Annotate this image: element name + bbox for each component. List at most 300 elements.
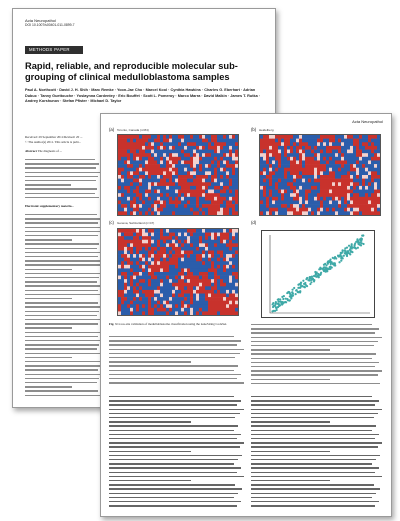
heatmap-cell <box>178 261 181 265</box>
heatmap-cell <box>287 193 290 197</box>
heatmap-cell <box>377 190 380 194</box>
heatmap-cell <box>220 171 223 175</box>
heatmap-cell <box>205 279 208 283</box>
heatmap-cell <box>124 179 127 183</box>
heatmap-cell <box>172 179 175 183</box>
heatmap-cell <box>287 168 290 172</box>
heatmap-cell <box>163 276 166 280</box>
heatmap-cell <box>353 150 356 154</box>
heatmap-cell <box>190 229 193 233</box>
heatmap-cell <box>133 233 136 237</box>
heatmap-cell <box>223 150 226 154</box>
scatter-point <box>327 263 329 265</box>
heatmap-cell <box>235 236 238 240</box>
heatmap-cell <box>154 283 157 287</box>
heatmap-cell <box>232 272 235 276</box>
heatmap-cell <box>299 179 302 183</box>
heatmap-cell <box>199 290 202 294</box>
heatmap-cell <box>199 272 202 276</box>
text-line <box>25 327 72 328</box>
heatmap-cell <box>311 135 314 139</box>
heatmap-cell <box>160 254 163 258</box>
heatmap-cell <box>154 168 157 172</box>
heatmap-cell <box>184 297 187 301</box>
heatmap-cell <box>154 208 157 212</box>
heatmap-cell <box>166 150 169 154</box>
heatmap-cell <box>232 160 235 164</box>
text-line <box>25 302 98 303</box>
heatmap-cell <box>175 304 178 308</box>
heatmap-cell <box>275 153 278 157</box>
heatmap-cell <box>148 297 151 301</box>
scatter-point <box>277 300 279 302</box>
heatmap-cell <box>220 311 223 315</box>
heatmap-cell <box>305 179 308 183</box>
heatmap-cell <box>145 279 148 283</box>
heatmap-cell <box>208 204 211 208</box>
heatmap-cell <box>160 294 163 298</box>
heatmap-cell <box>217 157 220 161</box>
text-line <box>109 497 234 498</box>
heatmap-cell <box>166 283 169 287</box>
heatmap-cell <box>350 193 353 197</box>
text-line <box>109 361 191 362</box>
heatmap-cell <box>338 193 341 197</box>
heatmap-cell <box>229 254 232 258</box>
text-line <box>25 214 97 215</box>
heatmap-cell <box>163 200 166 204</box>
heatmap-cell <box>208 304 211 308</box>
heatmap-cell <box>353 139 356 143</box>
heatmap-cell <box>341 200 344 204</box>
heatmap-cell <box>124 265 127 269</box>
text-line <box>25 218 101 219</box>
heatmap-cell <box>338 157 341 161</box>
heatmap-cell <box>121 200 124 204</box>
heatmap-cell <box>317 150 320 154</box>
heatmap-cell <box>211 258 214 262</box>
heatmap-cell <box>299 193 302 197</box>
heatmap-cell <box>371 157 374 161</box>
heatmap-cell <box>163 146 166 150</box>
heatmap-cell <box>139 279 142 283</box>
heatmap-cell <box>260 139 263 143</box>
heatmap-cell <box>148 258 151 262</box>
heatmap-cell <box>374 208 377 212</box>
text-line <box>251 413 378 414</box>
heatmap-cell <box>353 211 356 215</box>
heatmap-cell <box>332 208 335 212</box>
heatmap-cell <box>214 168 217 172</box>
heatmap-cell <box>163 175 166 179</box>
heatmap-cell <box>181 243 184 247</box>
heatmap-cell <box>154 197 157 201</box>
heatmap-cell <box>272 157 275 161</box>
heatmap-cell <box>263 208 266 212</box>
heatmap-cell <box>133 182 136 186</box>
heatmap-cell <box>226 197 229 201</box>
heatmap-cell <box>184 197 187 201</box>
heatmap-cell <box>284 142 287 146</box>
heatmap-cell <box>172 279 175 283</box>
text-line <box>25 323 98 324</box>
heatmap-cell <box>163 190 166 194</box>
heatmap-cell <box>196 197 199 201</box>
heatmap-cell <box>217 276 220 280</box>
heatmap-cell <box>145 193 148 197</box>
heatmap-cell <box>202 233 205 237</box>
heatmap-cell <box>205 254 208 258</box>
heatmap-cell <box>133 197 136 201</box>
heatmap-cell <box>166 254 169 258</box>
heatmap-cell <box>181 168 184 172</box>
heatmap-cell <box>350 157 353 161</box>
heatmap-cell <box>232 247 235 251</box>
heatmap-cell <box>184 229 187 233</box>
heatmap-cell <box>145 197 148 201</box>
heatmap-cell <box>187 229 190 233</box>
heatmap-cell <box>118 160 121 164</box>
text-line <box>25 277 99 278</box>
heatmap-cell <box>187 236 190 240</box>
heatmap-cell <box>217 179 220 183</box>
heatmap-cell <box>217 200 220 204</box>
heatmap-cell <box>214 193 217 197</box>
heatmap-cell <box>187 190 190 194</box>
heatmap-cell <box>350 190 353 194</box>
heatmap-cell <box>217 290 220 294</box>
heatmap-cell <box>320 157 323 161</box>
heatmap-cell <box>145 268 148 272</box>
heatmap-cell <box>193 204 196 208</box>
heatmap-cell <box>235 164 238 168</box>
heatmap-cell <box>344 208 347 212</box>
heatmap-cell <box>302 211 305 215</box>
heatmap-cell <box>160 240 163 244</box>
heatmap-cell <box>166 297 169 301</box>
heatmap-cell <box>145 247 148 251</box>
text-line <box>251 446 378 447</box>
heatmap-cell <box>184 164 187 168</box>
heatmap-cell <box>226 294 229 298</box>
heatmap-cell <box>320 175 323 179</box>
heatmap-cell <box>260 171 263 175</box>
heatmap-cell <box>160 283 163 287</box>
heatmap-cell <box>142 229 145 233</box>
heatmap-cell <box>341 139 344 143</box>
heatmap-cell <box>160 258 163 262</box>
heatmap-cell <box>232 211 235 215</box>
heatmap-cell <box>272 135 275 139</box>
heatmap-cell <box>232 175 235 179</box>
heatmap-cell <box>172 236 175 240</box>
heatmap-cell <box>193 190 196 194</box>
heatmap-cell <box>145 251 148 255</box>
text-line <box>109 480 191 481</box>
heatmap-cell <box>127 193 130 197</box>
heatmap-cell <box>130 208 133 212</box>
heatmap-cell <box>172 233 175 237</box>
scatter-point <box>281 303 283 305</box>
heatmap-cell <box>260 150 263 154</box>
heatmap-cell <box>266 204 269 208</box>
heatmap-cell <box>148 279 151 283</box>
heatmap-cell <box>127 268 130 272</box>
heatmap-cell <box>299 135 302 139</box>
heatmap-cell <box>142 186 145 190</box>
heatmap-cell <box>350 139 353 143</box>
heatmap-cell <box>371 160 374 164</box>
heatmap-cell <box>136 182 139 186</box>
heatmap-cell <box>326 193 329 197</box>
heatmap-cell <box>311 146 314 150</box>
scatter-point <box>349 249 351 251</box>
heatmap-cell <box>118 279 121 283</box>
heatmap-cell <box>223 142 226 146</box>
heatmap-cell <box>308 211 311 215</box>
heatmap-cell <box>148 247 151 251</box>
heatmap-cell <box>151 304 154 308</box>
panel-c-label: (c) <box>109 220 114 225</box>
heatmap-cell <box>193 251 196 255</box>
text-line <box>25 357 72 358</box>
heatmap-cell <box>302 175 305 179</box>
heatmap-cell <box>211 304 214 308</box>
heatmap-cell <box>118 254 121 258</box>
heatmap-cell <box>232 168 235 172</box>
heatmap-cell <box>374 175 377 179</box>
heatmap-cell <box>287 157 290 161</box>
text-line <box>25 290 98 291</box>
heatmap-cell <box>154 279 157 283</box>
heatmap-cell <box>220 160 223 164</box>
heatmap-cell <box>359 208 362 212</box>
heatmap-cell <box>187 157 190 161</box>
heatmap-cell <box>350 197 353 201</box>
text-line <box>25 176 98 177</box>
heatmap-cell <box>136 304 139 308</box>
heatmap-cell <box>223 258 226 262</box>
heatmap-cell <box>124 240 127 244</box>
heatmap-cell <box>353 142 356 146</box>
heatmap-cell <box>181 142 184 146</box>
heatmap-cell <box>341 146 344 150</box>
heatmap-cell <box>184 233 187 237</box>
heatmap-cell <box>347 146 350 150</box>
text-line <box>109 505 237 506</box>
heatmap-cell <box>217 254 220 258</box>
heatmap-cell <box>278 157 281 161</box>
heatmap-cell <box>145 139 148 143</box>
heatmap-cell <box>187 160 190 164</box>
heatmap-cell <box>223 308 226 312</box>
heatmap-cell <box>235 160 238 164</box>
heatmap-cell <box>356 160 359 164</box>
heatmap-cell <box>196 283 199 287</box>
heatmap-cell <box>317 208 320 212</box>
heatmap-cell <box>214 233 217 237</box>
heatmap-cell <box>320 179 323 183</box>
heatmap-cell <box>178 171 181 175</box>
heatmap-cell <box>368 208 371 212</box>
heatmap-cell <box>308 197 311 201</box>
heatmap-cell <box>211 276 214 280</box>
heatmap-cell <box>347 197 350 201</box>
heatmap-cell <box>199 160 202 164</box>
heatmap-cell <box>163 142 166 146</box>
heatmap-cell <box>368 164 371 168</box>
heatmap-cell <box>166 240 169 244</box>
heatmap-cell <box>175 286 178 290</box>
heatmap-cell <box>208 186 211 190</box>
scatter-point <box>358 243 360 245</box>
heatmap-cell <box>145 186 148 190</box>
heatmap-cell <box>157 182 160 186</box>
heatmap-cell <box>127 135 130 139</box>
heatmap-cell <box>139 146 142 150</box>
heatmap-cell <box>266 190 269 194</box>
heatmap-cell <box>329 168 332 172</box>
heatmap-cell <box>281 150 284 154</box>
heatmap-cell <box>178 153 181 157</box>
heatmap-cell <box>133 135 136 139</box>
heatmap-cell <box>226 186 229 190</box>
heatmap-cell <box>142 190 145 194</box>
heatmap-cell <box>338 139 341 143</box>
heatmap-cell <box>187 243 190 247</box>
heatmap-cell <box>232 157 235 161</box>
heatmap-cell <box>214 308 217 312</box>
heatmap-cell <box>223 279 226 283</box>
heatmap-cell <box>196 286 199 290</box>
heatmap-cell <box>133 247 136 251</box>
heatmap-cell <box>314 171 317 175</box>
heatmap-cell <box>323 146 326 150</box>
heatmap-cell <box>118 204 121 208</box>
heatmap-cell <box>199 157 202 161</box>
text-line <box>109 493 238 494</box>
heatmap-cell <box>223 182 226 186</box>
heatmap-cell <box>175 204 178 208</box>
heatmap-cell <box>275 150 278 154</box>
heatmap-cell <box>121 229 124 233</box>
heatmap-cell <box>196 308 199 312</box>
heatmap-cell <box>214 290 217 294</box>
heatmap-cell <box>175 179 178 183</box>
heatmap-cell <box>190 139 193 143</box>
scatter-point <box>324 266 326 268</box>
heatmap-cell <box>326 171 329 175</box>
heatmap-cell <box>211 135 214 139</box>
heatmap-cell <box>184 272 187 276</box>
heatmap-cell <box>263 197 266 201</box>
heatmap-cell <box>172 182 175 186</box>
heatmap-cell <box>208 175 211 179</box>
heatmap-cell <box>335 182 338 186</box>
scatter-point <box>338 261 340 263</box>
heatmap-cell <box>269 142 272 146</box>
heatmap-cell <box>341 179 344 183</box>
heatmap-cell <box>202 276 205 280</box>
heatmap-cell <box>347 204 350 208</box>
heatmap-cell <box>124 197 127 201</box>
heatmap-cell <box>205 182 208 186</box>
heatmap-cell <box>281 153 284 157</box>
heatmap-cell <box>226 279 229 283</box>
heatmap-cell <box>365 208 368 212</box>
heatmap-cell <box>275 135 278 139</box>
heatmap-cell <box>223 301 226 305</box>
heatmap-cell <box>178 258 181 262</box>
heatmap-cell <box>175 247 178 251</box>
heatmap-cell <box>326 139 329 143</box>
heatmap-cell <box>169 208 172 212</box>
heatmap-cell <box>190 286 193 290</box>
heatmap-cell <box>133 290 136 294</box>
heatmap-cell <box>278 168 281 172</box>
heatmap-cell <box>296 164 299 168</box>
heatmap-cell <box>365 142 368 146</box>
text-line <box>25 248 97 249</box>
heatmap-cell <box>154 233 157 237</box>
heatmap-cell <box>163 208 166 212</box>
heatmap-cell <box>148 272 151 276</box>
heatmap-cell <box>181 301 184 305</box>
heatmap-cell <box>145 142 148 146</box>
heatmap-cell <box>329 179 332 183</box>
heatmap-cell <box>157 190 160 194</box>
heatmap-cell <box>136 157 139 161</box>
heatmap-cell <box>145 294 148 298</box>
heatmap-cell <box>175 290 178 294</box>
heatmap-cell <box>184 182 187 186</box>
heatmap-cell <box>335 171 338 175</box>
heatmap-cell <box>199 265 202 269</box>
heatmap-cell <box>148 261 151 265</box>
heatmap-cell <box>208 251 211 255</box>
heatmap-cell <box>202 204 205 208</box>
heatmap-cell <box>196 204 199 208</box>
heatmap-cell <box>151 229 154 233</box>
heatmap-cell <box>184 304 187 308</box>
heatmap-cell <box>368 150 371 154</box>
heatmap-cell <box>196 276 199 280</box>
heatmap-cell <box>217 304 220 308</box>
heatmap-cell <box>172 311 175 315</box>
heatmap-cell <box>374 197 377 201</box>
heatmap-cell <box>145 153 148 157</box>
heatmap-cell <box>275 175 278 179</box>
heatmap-cell <box>133 150 136 154</box>
heatmap-cell <box>208 197 211 201</box>
heatmap-cell <box>269 208 272 212</box>
heatmap-cell <box>217 190 220 194</box>
heatmap-cell <box>130 190 133 194</box>
heatmap-cell <box>163 157 166 161</box>
heatmap-cell <box>202 240 205 244</box>
scatter-point <box>309 279 311 281</box>
heatmap-cell <box>335 197 338 201</box>
heatmap-cell <box>187 251 190 255</box>
heatmap-cell <box>314 157 317 161</box>
esm-label: Electronic supplementary materia... <box>25 204 74 208</box>
heatmap-cell <box>232 193 235 197</box>
heatmap-cell <box>160 286 163 290</box>
heatmap-cell <box>359 168 362 172</box>
text-line <box>251 484 374 485</box>
heatmap-cell <box>290 139 293 143</box>
heatmap-cell <box>220 251 223 255</box>
